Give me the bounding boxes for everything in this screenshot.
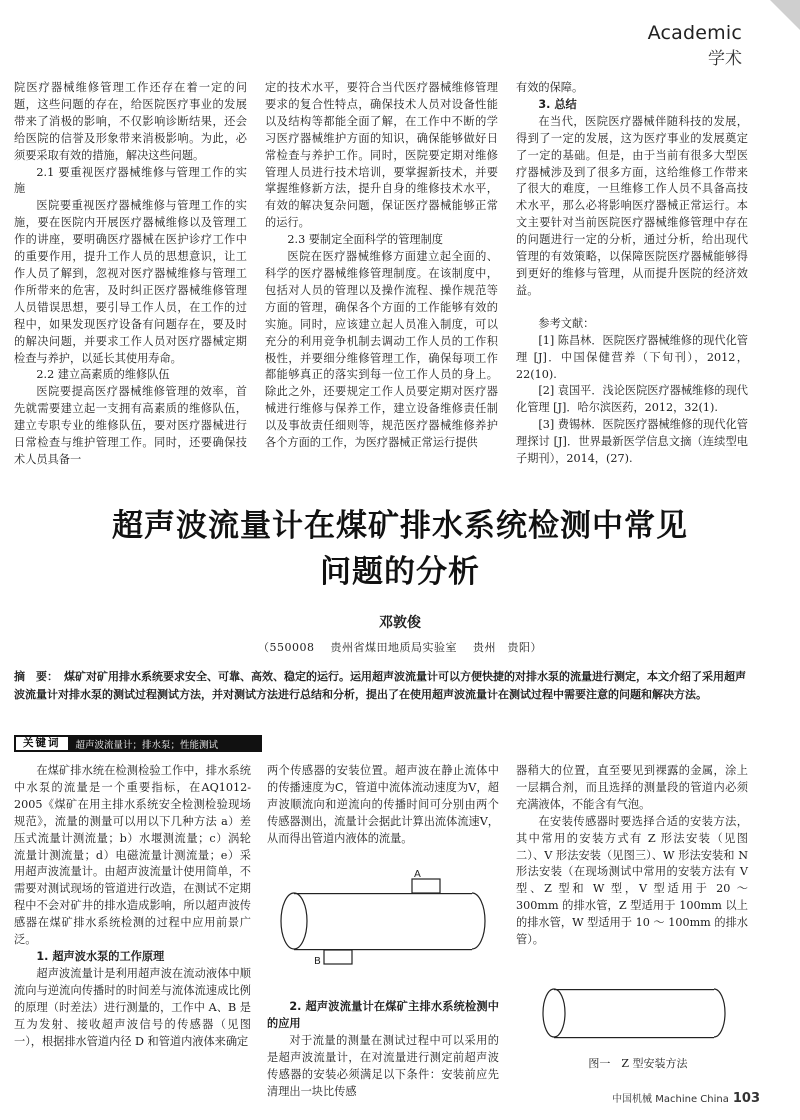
body-paragraph: 超声波流量计是利用超声波在流动液体中顺流向与逆流向传播时的时间差与流体流速成比例的原理（时差法）进行测量的，工作中 A、B 是互为发射、接收超声波信号的传感器（见图一），根据排水管道内径 D 和管道内液体来确定: [14, 966, 251, 1048]
section-heading-bold: 1. 超声波水泵的工作原理: [36, 949, 165, 963]
figure-1-pipe-diagram: [272, 865, 494, 977]
section-heading: 2.3 要制定全面科学的管理制度: [287, 233, 443, 247]
paragraph-spacer: [516, 300, 748, 316]
fig1-pipe-right-end: [472, 893, 485, 949]
body-paragraph: 在当代，医院医疗器械伴随科技的发展，得到了一定的发展，这为医疗事业的发展奠定了一定的基础。但是，由于当前有很多大型医疗器械涉及到了很多方面，这给维修工作带来了很大的难度，一旦维修工作人员不具备高技术水平，那么必将影响医疗器械正常运行。本文主要针对当前医院医疗器械维修管理中存在的问题进行一定的分析，通过分析，给出现代管理的有效策略，以保障医院医疗器械能够得到更好的维修与管理，从而提升医院的经济效益。: [516, 114, 748, 297]
section-heading: 参考文献：: [538, 316, 595, 330]
fig2-pipe-top-line: [554, 989, 714, 990]
fig1-pipe-top-line: [294, 893, 472, 894]
section-heading: 2.2 建立高素质的维修队伍: [36, 368, 170, 382]
fig2-pipe-bottom-line: [554, 1037, 714, 1038]
affiliation-org: 贵州省煤田地质局实验室: [330, 641, 457, 654]
body-paragraph: 两个传感器的安装位置。超声波在静止流体中的传播速度为C，管道中流体流动速度为V，超声波顺流向和逆流向的传播时间可分别由两个传感器测出，流量计会据此计算出流体流速V，从而得出管道内液体的流量。: [267, 764, 499, 845]
corner-decoration: [760, 0, 800, 40]
body-paragraph: 定的技术水平，要符合当代医疗器械维修管理要求的复合性特点，确保技术人员对设备性能以及结构等都能全面了解，在工作中不断的学习医疗器械维护方面的知识，确保能够做好日常检查与养护工作。同时，医院要定期对维修管理人员进行技术培训，要掌握新技术，并要掌握维修新方法，提升自身的维修技术水平，有效的解决复杂问题，保证医疗器械能够正常的运行。: [265, 81, 498, 230]
affiliation-place: 贵州 贵阳）: [473, 641, 542, 654]
prev-article-column-3: [516, 80, 748, 468]
body-paragraph: 院医疗器械维修管理工作还存在着一定的问题，这些问题的存在，给医院医疗事业的发展带来了消极的影响，不仅影响诊断结果，还会给医院的信誉及形象带来消极影响。为此，必须要采取有效的措施，解决这些问题。: [14, 81, 247, 162]
body-paragraph: 医院要提高医疗器械维修管理的效率，首先就需要建立起一支拥有高素质的维修队伍，建立专职专业的维修队伍，要对医疗器械进行日常检查与维护管理工作。同时，还要确保技术人员具备一: [14, 385, 247, 466]
reference-item: [3] 费锡林．医院医疗器械维修的现代化管理探讨 [J]．世界最新医学信息文摘（连续型电子期刊），2014，(27).: [516, 418, 748, 466]
section-header-en: Academic: [647, 22, 742, 44]
page-footer: [612, 1090, 760, 1106]
abstract-label: 摘 要：: [14, 670, 58, 683]
affiliation-code: （550008: [258, 641, 315, 654]
keywords-bar: [14, 735, 262, 752]
body-paragraph: 对于流量的测量在测试过程中可以采用的是超声波流量计，在对流量进行测定前超声波传感器的安装必须满足以下条件：安装前应先清理出一块比传感: [267, 1033, 499, 1098]
keywords-text: 超声波流量计；排水泵；性能测试: [75, 739, 219, 751]
fig1-sensor-a: [412, 879, 440, 893]
reference-item: [1] 陈昌林．医院医疗器械维修的现代化管理 [J]．中国保健营养（下旬刊），2012，22(10).: [516, 333, 748, 381]
article-abstract: [14, 668, 746, 703]
fig1-pipe-left-end: [281, 893, 307, 949]
section-heading-bold: 2. 超声波流量计在煤矿主排水系统检测中的应用: [267, 1000, 499, 1030]
figure-2-caption: 图一 Z 型安装方法: [588, 1057, 688, 1070]
article-column-2-bottom: [267, 999, 499, 1100]
article-title-line-1: 超声波流量计在煤矿排水系统检测中常见: [112, 508, 688, 544]
article-affiliation: [0, 639, 800, 655]
footer-journal: 中国机械 Machine China: [612, 1094, 729, 1105]
reference-item: [2] 袁国平．浅论医院医疗器械维修的现代化管理 [J]．哈尔滨医药，2012，32(1).: [516, 384, 748, 415]
article-title-line-2: 问题的分析: [320, 554, 480, 590]
body-paragraph: 在安装传感器时要选择合适的安装方法，其中常用的安装方式有 Z 形法安装（见图二）、V 形法安装（见图三）、W 形法安装和 N 形法安装（在现场测试中常用的安装方法有 V 型、Z 型和 W 型，V 型适用于 20 ～ 300mm 的排水管，Z 型适用于 100mm 以上的排水管，W 型适用于 10 ～ 100mm 的排水管）。: [516, 814, 748, 947]
prev-article-column-2: [265, 80, 498, 452]
fig1-pipe-bottom-line: [294, 949, 472, 950]
fig1-label-a: A: [414, 869, 421, 880]
prev-article-column-1: [14, 80, 247, 469]
section-heading-bold: 3. 总结: [538, 97, 577, 111]
fig2-pipe-left-end: [543, 989, 565, 1037]
fig2-pipe-right-end: [714, 989, 725, 1037]
section-heading: 2.1 要重视医疗器械维修与管理工作的实施: [14, 165, 247, 196]
body-paragraph: 器稍大的位置，直至要见到裸露的金属，涂上一层耦合剂，而且选择的测量段的管道内必须充满液体，不能含有气泡。: [516, 764, 748, 811]
section-header-cn: 学术: [708, 49, 742, 69]
article-column-1: [14, 763, 251, 1050]
fig1-label-b: B: [314, 956, 321, 967]
page-number: 103: [732, 1091, 760, 1106]
body-paragraph: 有效的保障。: [516, 81, 584, 94]
article-author: 邓敦俊: [379, 615, 421, 631]
fig1-sensor-b: [324, 950, 352, 964]
article-title: [0, 503, 800, 595]
figure-2-z-mount-diagram: [532, 975, 744, 1047]
body-paragraph: 医院在医疗器械维修方面建立起全面的、科学的医疗器械维修管理制度。在该制度中，包括对人员的管理以及操作流程、操作规范等方面的管理，确保各个方面的工作能够有效的实施。同时，应该建立起人员准入制度，可以充分的利用竞争机制去调动工作人员的工作积极性，并要细分维修管理工作，确保每项工作都能够真正的落实到每一位工作人员的身上。除此之外，还要规定工作人员要定期对医疗器械进行维修与保养工作，建立设备维修责任制以及事故责任细则等，规范医疗器械维修养护各个方面的工作，为医疗器械正常运行提供: [265, 250, 498, 450]
section-header: [648, 22, 742, 69]
body-paragraph: 医院要重视医疗器械维修与管理工作的实施，要在医院内开展医疗器械维修以及管理工作的讲座，要明确医疗器械在医护诊疗工作中的重要作用，提升工作人员的思想意识，让工作人员了解到，忽视对医疗器械维修与管理工作所带来的危害，及时纠正医疗器械维修管理人员错误思想，要引导工作人员，在工作的过程中，如果发现医疗设备有问题存在，要及时的解决问题，并要求工作人员对医疗器械定期检查与养护，以延长其使用寿命。: [14, 199, 247, 365]
body-paragraph: 在煤矿排水统在检测检验工作中，排水系统中水泵的流量是一个重要指标，在AQ1012-2005《煤矿在用主排水系统安全检测检验现场规范》，流量的测量可以用以下几种方法 a）差压式流量计测流量；b）水堰测流量；c）涡轮流量计测流量；d）电磁流量计测流量；e）采用超声波流量计。由超声波流量计使用简单，不需要对测试现场的管道进行改造，在测试不定期程中不会对矿井的排水造成影响，所以超声波传感器在煤矿排水系统检测的过程中应用前景广泛。: [14, 764, 251, 947]
abstract-text: 煤矿对矿用排水系统要求安全、可靠、高效、稳定的运行。运用超声波流量计可以方便快捷的对排水泵的流量进行测定，本文介绍了采用超声波流量计对排水泵的测试过程测试方法，并对测试方法进行总结和分析，提出了在使用超声波流量计在测试过程中需要注意的问题和解决方法。: [14, 670, 746, 701]
article-column-2-top: [267, 763, 499, 848]
keywords-label: 关键词: [16, 737, 68, 750]
article-column-3: [516, 763, 748, 949]
